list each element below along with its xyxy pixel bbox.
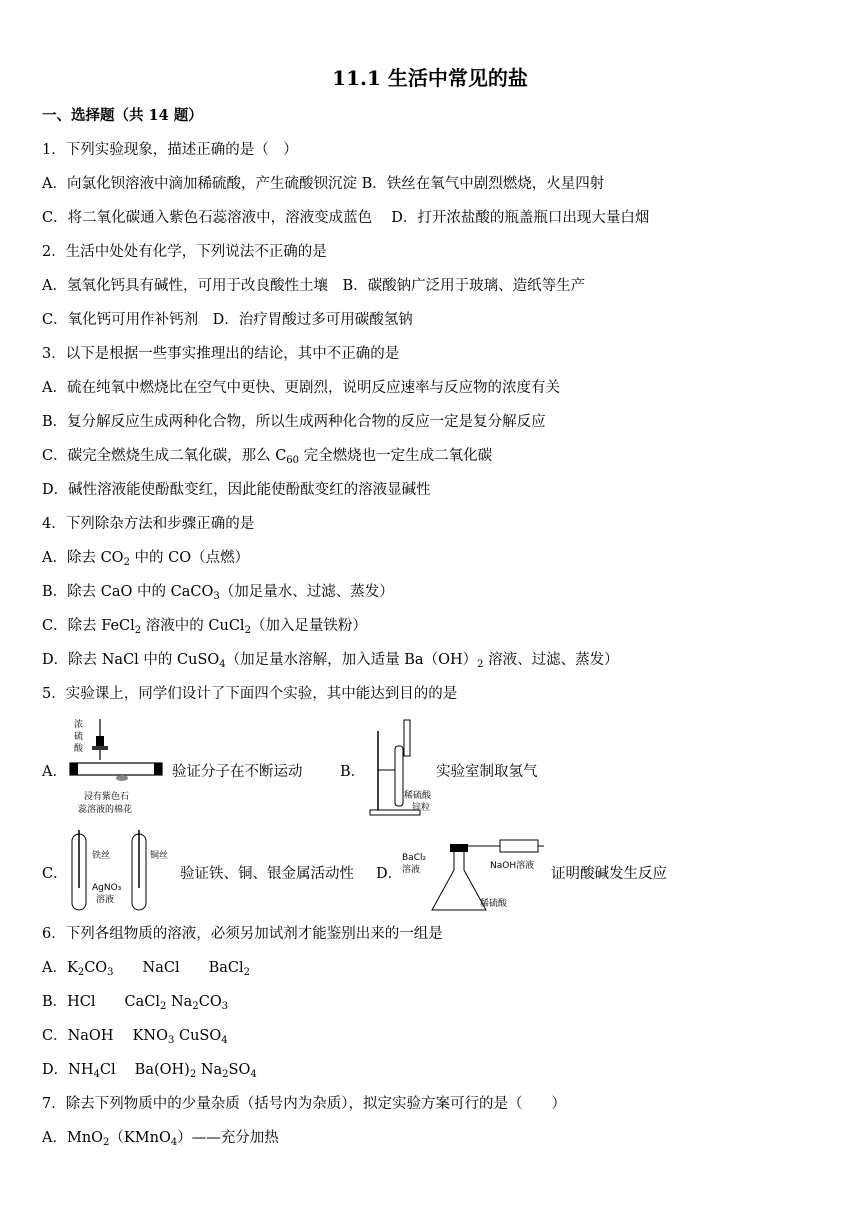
q4-option-b: B．除去 CaO 中的 CaCO$_3$（加足量水、过滤、蒸发） bbox=[42, 584, 394, 602]
section-heading: 一、选择题（共 14 题） bbox=[42, 107, 203, 124]
q5-a-label-2: 硫 bbox=[74, 732, 84, 742]
q5-d-apparatus-figure bbox=[400, 826, 546, 918]
q5-a-label-3: 酸 bbox=[74, 744, 84, 754]
q6-option-d: D．$NH_4Cl$ $Ba(OH)_2$ $Na_2SO_4$ bbox=[42, 1062, 257, 1080]
q5-c-text: 验证铁、铜、银金属活动性 bbox=[180, 866, 354, 882]
q3-option-a: A．硫在纯氧中燃烧比在空气中更快、更剧烈，说明反应速率与反应物的浓度有关 bbox=[42, 380, 560, 396]
q5-c-label-1: 铁丝 bbox=[92, 851, 111, 861]
q5-c-apparatus-figure bbox=[66, 828, 178, 916]
q2-stem: 2．生活中处处有化学，下列说法不正确的是 bbox=[42, 244, 327, 260]
q3-stem: 3．以下是根据一些事实推理出的结论，其中不正确的是 bbox=[42, 346, 400, 362]
q1-options-ab: A．向氯化钡溶液中滴加稀硫酸，产生硫酸钡沉淀 B．铁丝在氧气中剧烈燃烧，火星四射 bbox=[42, 176, 605, 192]
q4-option-a: A．除去 $CO_2$ 中的 CO（点燃） bbox=[42, 550, 250, 568]
q1-options-cd: C．将二氧化碳通入紫色石蕊溶液中，溶液变成蓝色 D．打开浓盐酸的瓶盖瓶口出现大量白烟 bbox=[42, 210, 650, 226]
q5-stem: 5．实验课上，同学们设计了下面四个实验，其中能达到目的的是 bbox=[42, 686, 458, 702]
q5-b-label-1: 稀硫酸 bbox=[404, 791, 432, 801]
q5-a-text: 验证分子在不断运动 bbox=[172, 764, 303, 780]
q5-b-text: 实验室制取氢气 bbox=[436, 764, 538, 780]
page-title: 11.1 生活中常见的盐 bbox=[332, 66, 528, 90]
q5-d-label-2: 溶液 bbox=[402, 865, 421, 875]
q3-option-b: B．复分解反应生成两种化合物，所以生成两种化合物的反应一定是复分解反应 bbox=[42, 414, 546, 430]
q5-a-label-1: 浓 bbox=[74, 720, 84, 730]
q5-d-letter: D． bbox=[376, 866, 403, 882]
q5-c-letter: C． bbox=[42, 866, 68, 882]
q6-option-c: C．NaOH $KNO_3$ CuSO$_4$ bbox=[42, 1028, 228, 1046]
q7-option-a: A．MnO$_2$（KMnO$_4$）——充分加热 bbox=[42, 1130, 279, 1148]
q3-option-d: D．碱性溶液能使酚酞变红，因此能使酚酞变红的溶液显碱性 bbox=[42, 482, 431, 498]
q5-d-label-1: BaCl₂ bbox=[402, 853, 427, 863]
q5-b-letter: B． bbox=[340, 764, 366, 780]
q2-options-ab: A．氢氧化钙具有碱性，可用于改良酸性土壤 B．碳酸钠广泛用于玻璃、造纸等生产 bbox=[42, 278, 586, 294]
q1-stem: 1．下列实验现象，描述正确的是（ ） bbox=[42, 142, 298, 158]
q7-stem: 7．除去下列物质中的少量杂质（括号内为杂质），拟定实验方案可行的是（ ） bbox=[42, 1096, 566, 1112]
q5-a-label-5: 蕊溶液的棉花 bbox=[78, 805, 133, 815]
q5-b-label-2: 锌粒 bbox=[412, 803, 431, 813]
q5-a-letter: A． bbox=[42, 764, 67, 780]
q5-c-label-4: 溶液 bbox=[96, 895, 115, 905]
q5-c-label-3: AgNO₃ bbox=[92, 883, 122, 893]
q4-option-d: D．除去 NaCl 中的 CuSO$_4$（加足量水溶解，加入适量 $Ba(OH)_2$ 溶液、过滤、蒸发） bbox=[42, 652, 619, 670]
q5-a-apparatus-figure bbox=[66, 716, 166, 816]
q5-d-label-4: 稀硫酸 bbox=[480, 899, 508, 909]
q5-d-text: 证明酸碱发生反应 bbox=[551, 866, 667, 882]
q5-d-label-3: NaOH溶液 bbox=[490, 861, 535, 871]
q6-option-b: B．HCl CaCl$_2$ $Na_2CO_3$ bbox=[42, 994, 229, 1012]
q5-a-label-4: 浸有紫色石 bbox=[84, 792, 130, 802]
q4-stem: 4．下列除杂方法和步骤正确的是 bbox=[42, 516, 255, 532]
q5-c-label-2: 铜丝 bbox=[150, 851, 169, 861]
q5-b-apparatus-figure bbox=[368, 716, 432, 818]
q4-option-c: C．除去 FeCl$_2$ 溶液中的 CuCl$_2$（加入足量铁粉） bbox=[42, 618, 367, 636]
q6-option-a: A．$K_2CO_3$ NaCl BaCl$_2$ bbox=[42, 960, 251, 978]
q3-option-c: C．碳完全燃烧生成二氧化碳，那么 $C_{60}$ 完全燃烧也一定生成二氧化碳 bbox=[42, 448, 493, 466]
q2-options-cd: C．氧化钙可用作补钙剂 D．治疗胃酸过多可用碳酸氢钠 bbox=[42, 312, 413, 328]
q6-stem: 6．下列各组物质的溶液，必须另加试剂才能鉴别出来的一组是 bbox=[42, 926, 443, 942]
